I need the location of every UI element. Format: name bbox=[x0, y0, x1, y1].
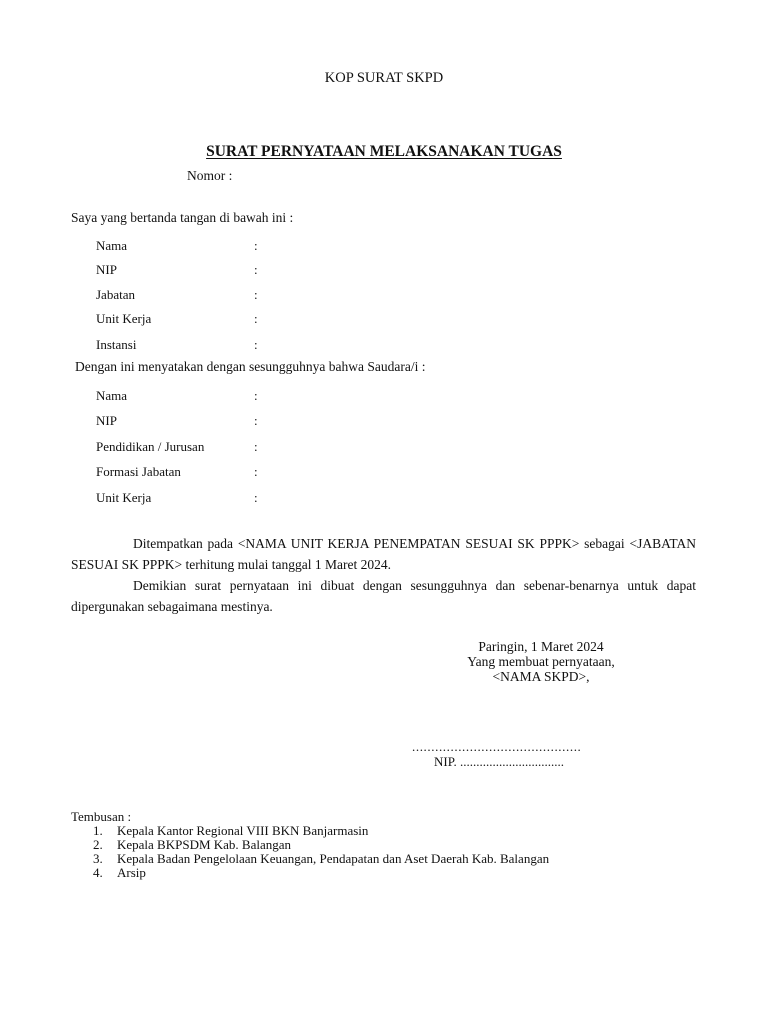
subject-field-label: Unit Kerja bbox=[96, 490, 152, 505]
signature-place-date: Paringin, 1 Maret 2024 bbox=[478, 639, 604, 654]
cc-item-number: 1. bbox=[93, 823, 103, 838]
field-colon: : bbox=[254, 238, 258, 253]
signer-field-label: Unit Kerja bbox=[96, 311, 152, 326]
signer-field-label: Instansi bbox=[96, 337, 137, 352]
document-number: Nomor : bbox=[187, 168, 233, 183]
document-title: SURAT PERNYATAAN MELAKSANAKAN TUGAS bbox=[206, 143, 562, 160]
signature-maker: Yang membuat pernyataan, bbox=[467, 654, 615, 669]
cc-heading: Tembusan : bbox=[71, 809, 132, 824]
body-paragraph-placement bbox=[71, 533, 696, 575]
intro-text: Saya yang bertanda tangan di bawah ini : bbox=[71, 210, 294, 225]
signature-name-line: ............................................ bbox=[412, 739, 582, 754]
cc-item-text: Kepala BKPSDM Kab. Balangan bbox=[117, 837, 292, 852]
signature-skpd: <NAMA SKPD>, bbox=[492, 669, 590, 684]
body-paragraph-closing bbox=[71, 575, 696, 617]
cc-item-number: 4. bbox=[93, 865, 103, 880]
field-colon: : bbox=[254, 490, 258, 505]
field-colon: : bbox=[254, 287, 258, 302]
letterhead: KOP SURAT SKPD bbox=[324, 70, 444, 86]
cc-item-text: Kepala Badan Pengelolaan Keuangan, Pendapatan dan Aset Daerah Kab. Balangan bbox=[117, 851, 550, 866]
declaration-text: Dengan ini menyatakan dengan sesungguhnya bahwa Saudara/i : bbox=[75, 359, 426, 374]
subject-field-label: NIP bbox=[96, 413, 117, 428]
cc-item-number: 3. bbox=[93, 851, 103, 866]
field-colon: : bbox=[254, 388, 258, 403]
field-colon: : bbox=[254, 439, 258, 454]
body-paragraph-closing-text: Demikian surat pernyataan ini dibuat dengan sesungguhnya dan sebenar-benarnya untuk dapat dipergunakan sebagaimana mestinya. bbox=[71, 578, 696, 614]
field-colon: : bbox=[254, 413, 258, 428]
subject-field-label: Formasi Jabatan bbox=[96, 464, 181, 479]
signature-nip-line: NIP. ................................ bbox=[434, 754, 565, 769]
cc-item-text: Kepala Kantor Regional VIII BKN Banjarmasin bbox=[117, 823, 369, 838]
cc-item-text: Arsip bbox=[117, 865, 146, 880]
field-colon: : bbox=[254, 337, 258, 352]
subject-field-label: Pendidikan / Jurusan bbox=[96, 439, 205, 454]
field-colon: : bbox=[254, 311, 258, 326]
field-colon: : bbox=[254, 262, 258, 277]
signer-field-label: NIP bbox=[96, 262, 117, 277]
cc-item-number: 2. bbox=[93, 837, 103, 852]
body-paragraph-placement-text: Ditempatkan pada <NAMA UNIT KERJA PENEMPATAN SESUAI SK PPPK> sebagai <JABATAN SESUAI SK PPPK> terhitung mulai tanggal 1 Maret 2024. bbox=[71, 536, 696, 572]
signer-field-label: Nama bbox=[96, 238, 128, 253]
subject-field-label: Nama bbox=[96, 388, 128, 403]
signer-field-label: Jabatan bbox=[96, 287, 135, 302]
field-colon: : bbox=[254, 464, 258, 479]
